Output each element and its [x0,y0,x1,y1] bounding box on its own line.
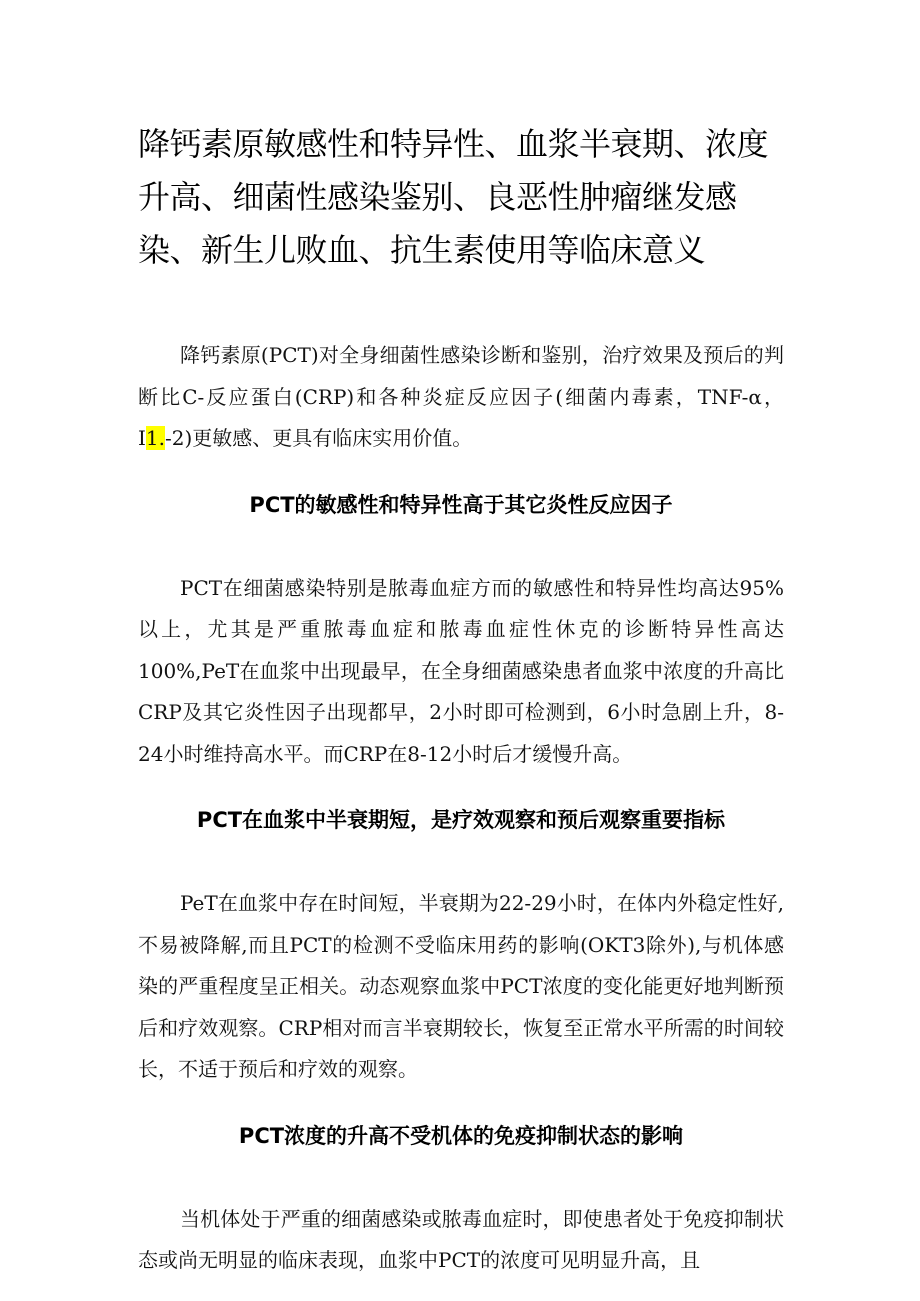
document-title: 降钙素原敏感性和特异性、血浆半衰期、浓度升高、细菌性感染鉴别、良恶性肿瘤继发感染、新生儿败血、抗生素使用等临床意义 [138,125,769,269]
intro-text-end: -2)更敏感、更具有临床实用价值。 [165,426,473,450]
highlighted-text: 1. [145,426,165,450]
document-page [138,118,784,1282]
section-heading-sensitivity: PCT的敏感性和特异性高于其它炎性反应因子 [249,492,673,517]
intro-text-start: 降钙素原(PCT)对全身细菌性感染诊断和鉴别，治疗效果及预后的判断比C-反应蛋白(CRP)和各种炎症反应因子(细菌内毒素，TNF-α，I [138,343,784,450]
section-heading-half-life: PCT在血浆中半衰期短，是疗效观察和预后观察重要指标 [196,808,726,832]
section-heading-immunosuppression: PCT浓度的升高不受机体的免疫抑制状态的影响 [238,1123,684,1148]
section-paragraph-immunosuppression: 当机体处于严重的细菌感染或脓毒血症时，即使患者处于免疫抑制状态或尚无明显的临床表现，血浆中PCT的浓度可见明显升高，且 [138,1206,784,1272]
intro-paragraph [138,335,784,460]
section-paragraph-sensitivity: PCT在细菌感染特别是脓毒血症方而的敏感性和特异性均高达95%以上，尤其是严重脓毒血症和脓毒血症性休克的诊断特异性高达100%,PeT在血浆中出现最早，在全身细菌感染患者血浆中浓度的升高比CRP及其它炎性因子出现都早，2小时即可检测到，6小时急剧上升，8-24小时维持高水平。而CRP在8-12小时后才缓慢升高。 [138,575,784,766]
section-paragraph-half-life: PeT在血浆中存在时间短，半衰期为22-29小时，在体内外稳定性好,不易被降解,而且PCT的检测不受临床用药的影响(OKT3除外),与机体感染的严重程度呈正相关。动态观察血浆中PCT浓度的变化能更好地判断预后和疗效观察。CRP相对而言半衰期较长，恢复至正常水平所需的时间较长，不适于预后和疗效的观察。 [138,891,784,1081]
